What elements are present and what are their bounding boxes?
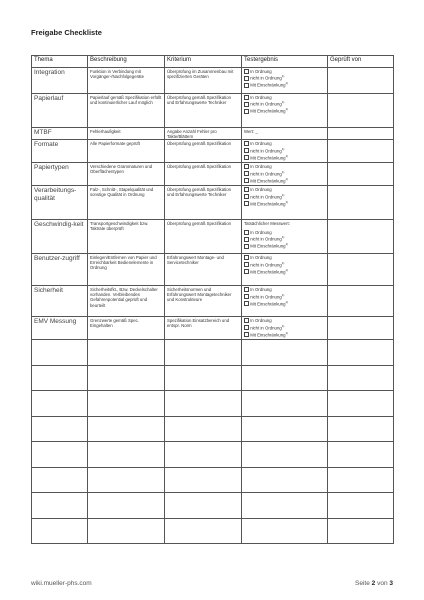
- empty-cell[interactable]: [165, 493, 242, 519]
- checkbox-mit-einschraenkung[interactable]: [244, 269, 249, 274]
- cell-thema: [32, 220, 88, 254]
- page-current: 2: [371, 580, 376, 587]
- empty-cell[interactable]: [328, 493, 394, 519]
- empty-cell[interactable]: [328, 365, 394, 391]
- option-mit-einschraenkung: Mit Einschränkung$^{1)}$: [244, 331, 325, 338]
- checkbox-mit-einschraenkung[interactable]: [244, 332, 249, 337]
- cell-kriterium: [165, 317, 242, 340]
- cell-testergebnis: [242, 68, 328, 94]
- cell-geprueft-von[interactable]: [328, 94, 394, 128]
- row-description: Alle Papierformate geprüft: [90, 140, 140, 146]
- empty-cell[interactable]: [242, 467, 328, 493]
- row-topic: Papiertypen: [34, 163, 69, 171]
- cell-beschreibung: [88, 163, 165, 186]
- row-criterion: Erfahrungswert Montage- und Servicetechniker: [167, 254, 224, 266]
- row-criterion: Angabe Anzahl Fehler pro Takte/Blättern: [167, 128, 217, 139]
- empty-cell[interactable]: [328, 391, 394, 417]
- cell-thema: [32, 163, 88, 186]
- col-header-kriterium: Kriterium: [165, 56, 242, 68]
- option-in-ordnung: In Ordnung: [244, 69, 325, 75]
- empty-cell[interactable]: [32, 365, 88, 391]
- option-mit-einschraenkung: Mit Einschränkung$^{1)}$: [244, 107, 325, 114]
- empty-cell[interactable]: [328, 467, 394, 493]
- table-row: [32, 186, 394, 220]
- cell-beschreibung: [88, 128, 165, 140]
- table-row: [32, 128, 394, 140]
- empty-cell[interactable]: [88, 442, 165, 468]
- row-topic: Geschwindig-keit: [34, 220, 84, 228]
- empty-cell[interactable]: [328, 442, 394, 468]
- checkbox-in-ordnung[interactable]: [244, 187, 249, 192]
- row-topic: Integration: [34, 68, 65, 76]
- empty-cell[interactable]: [32, 416, 88, 442]
- empty-cell[interactable]: [165, 416, 242, 442]
- empty-cell[interactable]: [242, 340, 328, 366]
- checkbox-nicht-in-ordnung[interactable]: [244, 148, 249, 153]
- cell-testergebnis: [242, 286, 328, 317]
- option-in-ordnung: In Ordnung: [244, 164, 325, 170]
- empty-cell[interactable]: [165, 391, 242, 417]
- cell-kriterium: [165, 68, 242, 94]
- cell-testergebnis: [242, 94, 328, 128]
- empty-cell[interactable]: [242, 391, 328, 417]
- col-header-geprueft-von: Geprüft von: [328, 56, 394, 68]
- cell-thema: [32, 186, 88, 220]
- empty-table-row: [32, 365, 394, 391]
- cell-beschreibung: [88, 317, 165, 340]
- empty-table-row: [32, 391, 394, 417]
- row-criterion: Spezifikation Einsatzbereich und entspr. Norm: [167, 317, 230, 329]
- cell-geprueft-von[interactable]: [328, 186, 394, 220]
- cell-kriterium: [165, 220, 242, 254]
- option-mit-einschraenkung: Mit Einschränkung$^{1)}$: [244, 154, 325, 161]
- cell-thema: [32, 286, 88, 317]
- option-in-ordnung: In Ordnung: [244, 95, 325, 101]
- cell-testergebnis: [242, 220, 328, 254]
- empty-cell[interactable]: [88, 416, 165, 442]
- row-topic: MTBF: [34, 128, 52, 136]
- option-mit-einschraenkung: Mit Einschränkung$^{1)}$: [244, 81, 325, 88]
- option-mit-einschraenkung: Mit Einschränkung$^{1)}$: [244, 177, 325, 184]
- table-row: [32, 140, 394, 163]
- checkbox-mit-einschraenkung[interactable]: [244, 109, 249, 114]
- row-topic: Papierlauf: [34, 94, 64, 102]
- empty-cell[interactable]: [242, 365, 328, 391]
- row-criterion: Überprüfung gemäß Spezifikation: [167, 163, 232, 169]
- row-topic: Verarbeitungs-qualität: [34, 186, 77, 202]
- empty-cell[interactable]: [328, 416, 394, 442]
- table-header-row: [32, 56, 394, 68]
- empty-cell[interactable]: [165, 518, 242, 544]
- option-nicht-in-ordnung: nicht in Ordnung$^{1)}$: [244, 261, 325, 268]
- cell-testergebnis: [242, 186, 328, 220]
- cell-thema: [32, 94, 88, 128]
- checkbox-nicht-in-ordnung[interactable]: [244, 325, 249, 330]
- cell-testergebnis: [242, 163, 328, 186]
- cell-kriterium: [165, 286, 242, 317]
- empty-table-row: [32, 518, 394, 544]
- cell-geprueft-von[interactable]: [328, 254, 394, 286]
- footer-site: wiki.mueller-phs.com: [31, 580, 92, 587]
- cell-beschreibung: [88, 220, 165, 254]
- cell-beschreibung: [88, 254, 165, 286]
- empty-table-row: [32, 340, 394, 366]
- cell-kriterium: [165, 254, 242, 286]
- page-sep: von: [377, 580, 388, 587]
- option-in-ordnung: In Ordnung: [244, 318, 325, 324]
- empty-cell[interactable]: [165, 442, 242, 468]
- table-row: [32, 163, 394, 186]
- empty-table-row: [32, 416, 394, 442]
- row-criterion: Sicherheitsnormen und Erfahrungswert Montagetechniker und Konstrukteure: [167, 286, 232, 303]
- row-criterion: Überprüfung gemäß Spezifikation und Erfahrungswerte Techniker: [167, 186, 232, 198]
- row-criterion: Überprüfung im Zusammenbau mit spezifizierten Geräten: [167, 68, 234, 79]
- checkbox-nicht-in-ordnung[interactable]: [244, 262, 249, 267]
- col-header-thema: Thema: [32, 56, 88, 68]
- page-total: 3: [389, 580, 393, 587]
- page-prefix: Seite: [355, 580, 370, 587]
- option-mit-einschraenkung: Mit Einschränkung$^{1)}$: [244, 300, 325, 307]
- empty-cell[interactable]: [328, 518, 394, 544]
- row-description: Grenzwerte gemäß Spec. Eingehalten: [90, 317, 139, 329]
- row-topic: Sicherheit: [34, 286, 63, 294]
- cell-beschreibung: [88, 186, 165, 220]
- option-nicht-in-ordnung: nicht in Ordnung$^{1)}$: [244, 170, 325, 177]
- cell-kriterium: [165, 163, 242, 186]
- option-mit-einschraenkung: Mit Einschränkung$^{1)}$: [244, 242, 325, 249]
- cell-geprueft-von[interactable]: [328, 163, 394, 186]
- checkbox-mit-einschraenkung[interactable]: [244, 244, 249, 249]
- option-mit-einschraenkung: Mit Einschränkung$^{1)}$: [244, 200, 325, 207]
- empty-cell[interactable]: [328, 340, 394, 366]
- row-description: Funktion in Verbindung mit Vorgänger-/Nachfolgegeräte: [90, 68, 144, 79]
- empty-cell[interactable]: [32, 340, 88, 366]
- option-nicht-in-ordnung: nicht in Ordnung$^{1)}$: [244, 100, 325, 107]
- checkbox-nicht-in-ordnung[interactable]: [244, 194, 249, 199]
- cell-geprueft-von[interactable]: [328, 220, 394, 254]
- empty-cell[interactable]: [88, 340, 165, 366]
- empty-cell[interactable]: [242, 442, 328, 468]
- empty-cell[interactable]: [32, 467, 88, 493]
- checkbox-mit-einschraenkung[interactable]: [244, 201, 249, 206]
- empty-cell[interactable]: [88, 467, 165, 493]
- empty-cell[interactable]: [165, 365, 242, 391]
- cell-geprueft-von[interactable]: [328, 140, 394, 163]
- cell-thema: [32, 317, 88, 340]
- table-row: [32, 286, 394, 317]
- cell-geprueft-von[interactable]: [328, 317, 394, 340]
- cell-testergebnis: [242, 254, 328, 286]
- empty-table-row: [32, 493, 394, 519]
- option-in-ordnung: In Ordnung: [244, 141, 325, 147]
- cell-testergebnis: [242, 140, 328, 163]
- row-topic: Formate: [34, 140, 59, 148]
- option-nicht-in-ordnung: nicht in Ordnung$^{1)}$: [244, 293, 325, 300]
- cell-testergebnis: [242, 128, 328, 140]
- row-description: Sicherheitsfkt., Bzw. Deckelschalter vorhanden. Verbleibendes Gefahrenpotential geprüft und beurteilt: [90, 286, 158, 308]
- cell-thema: [32, 128, 88, 140]
- option-mit-einschraenkung: Mit Einschränkung$^{1)}$: [244, 268, 325, 275]
- cell-kriterium: [165, 128, 242, 140]
- row-description: Fehlerhaufigkeit: [90, 128, 121, 134]
- checklist-table: [31, 55, 394, 544]
- checkbox-nicht-in-ordnung[interactable]: [244, 171, 249, 176]
- option-nicht-in-ordnung: nicht in Ordnung$^{1)}$: [244, 235, 325, 242]
- option-in-ordnung: In Ordnung: [244, 287, 325, 293]
- empty-cell[interactable]: [242, 493, 328, 519]
- row-criterion: Überprüfung gemäß Spezifikation: [167, 220, 232, 226]
- row-description: Transportgeschwindigkeit bzw. Taktrate überprüft: [90, 220, 149, 232]
- table-row: [32, 94, 394, 128]
- empty-cell[interactable]: [32, 518, 88, 544]
- cell-beschreibung: [88, 286, 165, 317]
- cell-testergebnis: [242, 317, 328, 340]
- option-nicht-in-ordnung: nicht in Ordnung$^{1)}$: [244, 147, 325, 154]
- cell-beschreibung: [88, 140, 165, 163]
- col-header-beschreibung: Beschreibung: [88, 56, 165, 68]
- option-in-ordnung: In Ordnung: [244, 187, 325, 193]
- empty-cell[interactable]: [165, 340, 242, 366]
- checkbox-in-ordnung[interactable]: [244, 164, 249, 169]
- option-in-ordnung: In Ordnung: [244, 230, 325, 236]
- option-nicht-in-ordnung: nicht in Ordnung$^{1)}$: [244, 193, 325, 200]
- cell-thema: [32, 140, 88, 163]
- empty-cell[interactable]: [165, 467, 242, 493]
- row-criterion: Überprüfung gemäß Spezifikation: [167, 140, 232, 146]
- table-row: [32, 254, 394, 286]
- row-description: Verschiedene Grammaturen und Oberflächentypen: [90, 163, 153, 175]
- page-title: Freigabe Checkliste: [31, 28, 102, 37]
- cell-geprueft-von[interactable]: [328, 286, 394, 317]
- empty-cell[interactable]: [32, 493, 88, 519]
- row-description: Papierlauf gemäß Spezifikation erfüllt und kontinuierlicher Lauf möglich: [90, 94, 162, 105]
- empty-cell[interactable]: [88, 518, 165, 544]
- checkbox-in-ordnung[interactable]: [244, 318, 249, 323]
- empty-cell[interactable]: [32, 442, 88, 468]
- table-row: [32, 317, 394, 340]
- checkbox-mit-einschraenkung[interactable]: [244, 83, 249, 88]
- empty-cell[interactable]: [32, 391, 88, 417]
- row-topic: EMV Messung: [34, 317, 77, 325]
- checkbox-in-ordnung[interactable]: [244, 141, 249, 146]
- table-row: [32, 220, 394, 254]
- option-nicht-in-ordnung: nicht in Ordnung$^{1)}$: [244, 74, 325, 81]
- empty-table-row: [32, 467, 394, 493]
- checkbox-in-ordnung[interactable]: [244, 255, 249, 260]
- checkbox-in-ordnung[interactable]: [244, 287, 249, 292]
- cell-geprueft-von[interactable]: [328, 68, 394, 94]
- cell-kriterium: [165, 94, 242, 128]
- checkbox-mit-einschraenkung[interactable]: [244, 178, 249, 183]
- empty-cell[interactable]: [88, 365, 165, 391]
- col-header-testergebnis: Testergebnis: [242, 56, 328, 68]
- cell-kriterium: [165, 186, 242, 220]
- option-in-ordnung: In Ordnung: [244, 255, 325, 261]
- cell-thema: [32, 68, 88, 94]
- messwert-label: Tatsächlicher Messwert:: [244, 220, 290, 226]
- cell-kriterium: [165, 140, 242, 163]
- table-row: [32, 68, 394, 94]
- cell-geprueft-von[interactable]: [328, 128, 394, 140]
- checkbox-mit-einschraenkung[interactable]: [244, 155, 249, 160]
- empty-cell[interactable]: [242, 416, 328, 442]
- empty-cell[interactable]: [88, 391, 165, 417]
- footer-page-number: [355, 580, 393, 587]
- cell-thema: [32, 254, 88, 286]
- row-topic: Benutzer-zugriff: [34, 254, 80, 262]
- cell-beschreibung: [88, 94, 165, 128]
- checkbox-mit-einschraenkung[interactable]: [244, 301, 249, 306]
- option-nicht-in-ordnung: nicht in Ordnung$^{1)}$: [244, 324, 325, 331]
- empty-cell[interactable]: [88, 493, 165, 519]
- wert-field[interactable]: Wert: _: [244, 128, 258, 134]
- checkbox-nicht-in-ordnung[interactable]: [244, 294, 249, 299]
- row-description: Falz-, Schnitt-, Stapelqualität und sonstige Qualität in Ordnung: [90, 186, 154, 198]
- empty-table-row: [32, 442, 394, 468]
- cell-beschreibung: [88, 68, 165, 94]
- row-criterion: Überprüfung gemäß Spezifikation und Erfahrungswerte Techniker: [167, 94, 232, 105]
- row-description: Einlegen/Entfernen von Papier und Erreichbarkeit Bedienelemente in Ordnung: [90, 254, 157, 271]
- empty-cell[interactable]: [242, 518, 328, 544]
